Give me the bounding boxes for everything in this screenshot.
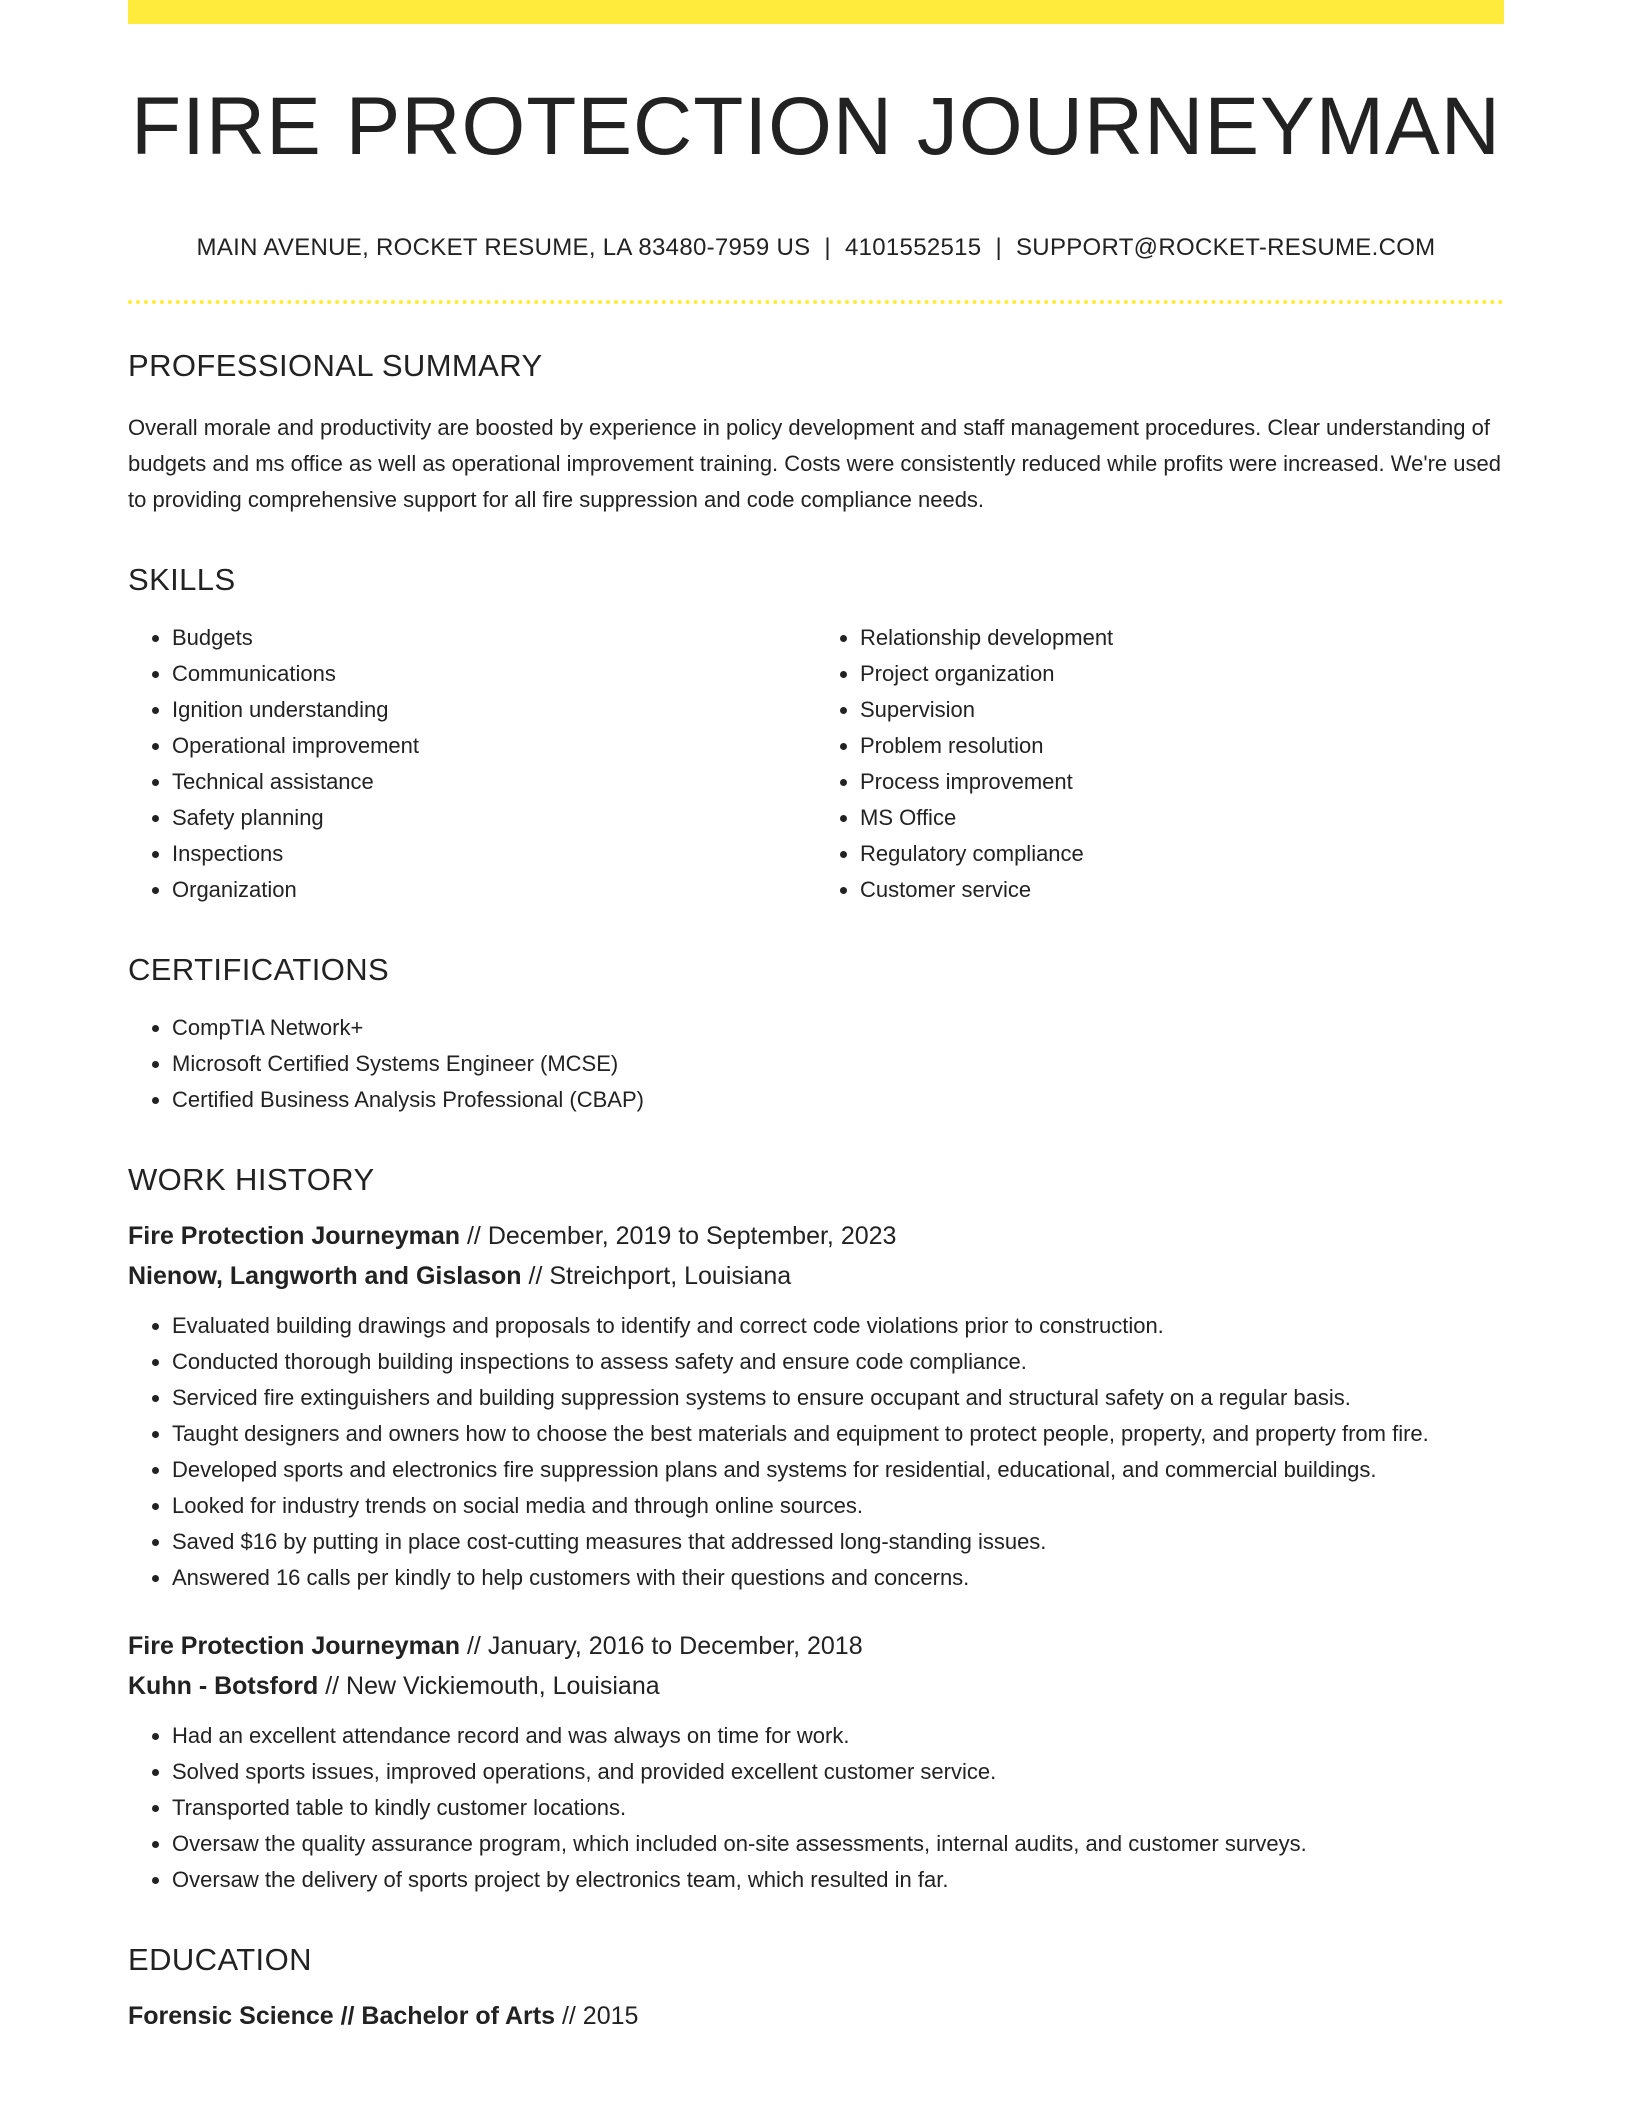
skill-item: • Project organization (860, 656, 1504, 692)
resume-content (128, 24, 1504, 2036)
skill-item: • Budgets (172, 620, 816, 656)
skills-columns (128, 598, 1504, 908)
job-bullet: • Had an excellent attendance record and was always on time for work. (172, 1718, 1504, 1754)
skill-item: • Organization (172, 872, 816, 908)
contact-separator: | (824, 234, 831, 262)
skill-item: • Inspections (172, 836, 816, 872)
skills-list-right (816, 620, 1504, 908)
job-bullet: • Serviced fire extinguishers and building suppression systems to ensure occupant and structural safety on a regular basis. (172, 1380, 1504, 1416)
education-degree: Forensic Science // Bachelor of Arts (128, 2002, 555, 2031)
skill-item: • Technical assistance (172, 764, 816, 800)
skill-item: • MS Office (860, 800, 1504, 836)
skill-item: • Problem resolution (860, 728, 1504, 764)
education-year: // 2015 (561, 2002, 639, 2031)
job-company: Nienow, Langworth and Gislason (128, 1262, 522, 1291)
skill-item: • Communications (172, 656, 816, 692)
work-history-heading: WORK HISTORY (128, 1162, 375, 1198)
skill-item: • Operational improvement (172, 728, 816, 764)
summary-heading: PROFESSIONAL SUMMARY (128, 348, 543, 384)
skill-item: • Process improvement (860, 764, 1504, 800)
skill-item: • Supervision (860, 692, 1504, 728)
job-company-line (128, 1666, 1504, 1706)
contact-address: MAIN AVENUE, ROCKET RESUME, LA 83480-7959 US (196, 234, 811, 262)
job-bullet: • Transported table to kindly customer locations. (172, 1790, 1504, 1826)
skill-item: • Safety planning (172, 800, 816, 836)
skill-item: • Relationship development (860, 620, 1504, 656)
certifications-heading: CERTIFICATIONS (128, 952, 390, 988)
skill-item: • Regulatory compliance (860, 836, 1504, 872)
job-bullet: • Solved sports issues, improved operations, and provided excellent customer service. (172, 1754, 1504, 1790)
dotted-divider (128, 300, 1504, 304)
candidate-name: FIRE PROTECTION JOURNEYMAN (131, 81, 1501, 172)
contact-email: SUPPORT@ROCKET-RESUME.COM (1016, 234, 1436, 262)
job-bullets (128, 1718, 1504, 1898)
job-bullet: • Developed sports and electronics fire suppression plans and systems for residential, educational, and commercial buildings. (172, 1452, 1504, 1488)
contact-separator: | (995, 234, 1002, 262)
job-bullet: • Answered 16 calls per kindly to help customers with their questions and concerns. (172, 1560, 1504, 1596)
job-dates: // December, 2019 to September, 2023 (466, 1222, 897, 1251)
job-bullet: • Oversaw the quality assurance program, which included on-site assessments, internal audits, and customer surveys. (172, 1826, 1504, 1862)
certification-item: • CompTIA Network+ (172, 1010, 1504, 1046)
job-bullet: • Taught designers and owners how to choose the best materials and equipment to protect people, property, and property from fire. (172, 1416, 1504, 1452)
job-location: // New Vickiemouth, Louisiana (325, 1672, 660, 1701)
job-company: Kuhn - Botsford (128, 1672, 319, 1701)
job-bullet: • Looked for industry trends on social media and through online sources. (172, 1488, 1504, 1524)
job-bullet: • Saved $16 by putting in place cost-cutting measures that addressed long-standing issues. (172, 1524, 1504, 1560)
job-bullets (128, 1308, 1504, 1596)
education-heading: EDUCATION (128, 1942, 312, 1978)
certification-item: • Microsoft Certified Systems Engineer (MCSE) (172, 1046, 1504, 1082)
skill-item: • Customer service (860, 872, 1504, 908)
job-company-line (128, 1256, 1504, 1296)
contact-phone: 4101552515 (844, 234, 982, 262)
job-entry (128, 1626, 1504, 1898)
skill-item: • Ignition understanding (172, 692, 816, 728)
job-bullet: • Conducted thorough building inspections to assess safety and ensure code compliance. (172, 1344, 1504, 1380)
job-entry (128, 1216, 1504, 1596)
job-location: // Streichport, Louisiana (528, 1262, 792, 1291)
job-dates: // January, 2016 to December, 2018 (466, 1632, 863, 1661)
job-title: Fire Protection Journeyman (128, 1632, 461, 1661)
education-entry (128, 1996, 1504, 2036)
summary-text: Overall morale and productivity are boosted by experience in policy development and staff management procedures. Clear understanding of budgets and ms office as well as operational improvement training. Costs were consistently reduced while profits were increased. We're used to providing comprehensive support for all fire suppression and code compliance needs. (128, 415, 1501, 513)
skills-list-left (128, 620, 816, 908)
skills-heading: SKILLS (128, 562, 236, 598)
job-title: Fire Protection Journeyman (128, 1222, 461, 1251)
job-title-line (128, 1216, 1504, 1256)
job-bullet: • Evaluated building drawings and proposals to identify and correct code violations prior to construction. (172, 1308, 1504, 1344)
accent-top-bar (128, 0, 1504, 24)
job-title-line (128, 1626, 1504, 1666)
job-bullet: • Oversaw the delivery of sports project by electronics team, which resulted in far. (172, 1862, 1504, 1898)
certification-item: • Certified Business Analysis Professional (CBAP) (172, 1082, 1504, 1118)
contact-line (128, 234, 1504, 262)
certifications-list (128, 1010, 1504, 1118)
